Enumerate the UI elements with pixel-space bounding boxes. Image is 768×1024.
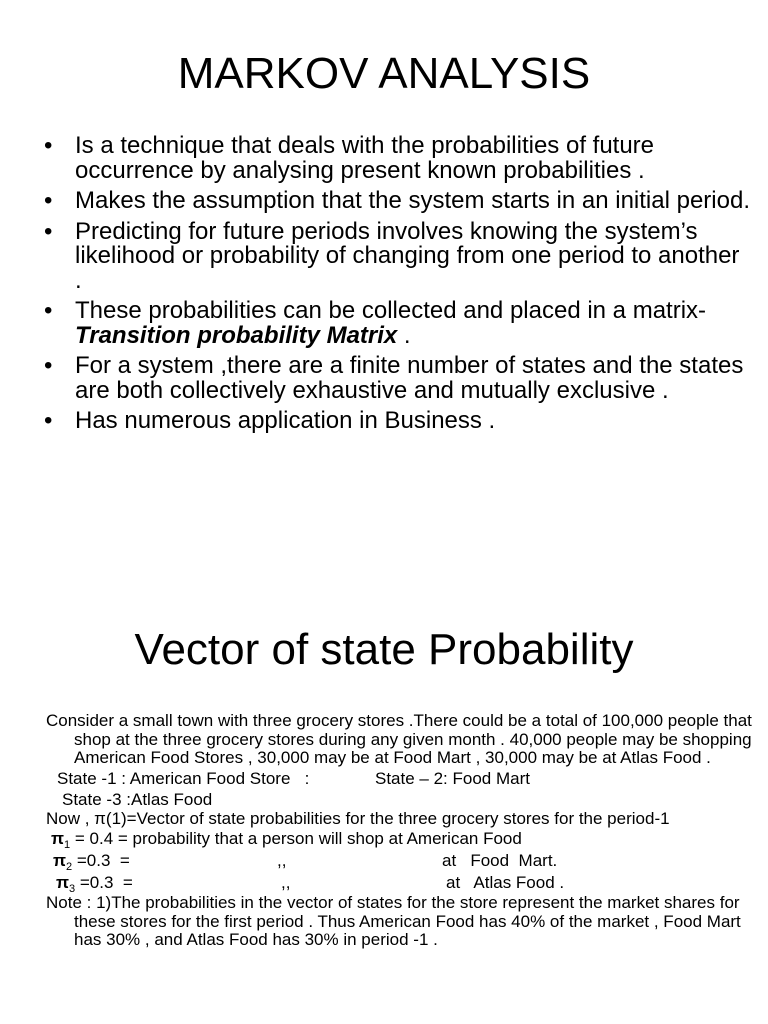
state-line-2 [0, 790, 768, 810]
bullet-list [0, 134, 750, 440]
note-paragraph: Note : 1)The probabilities in the vector of states for the store represent the market shares for these stores for the first period . Thus American Food has 40% of the market , Food Mart has 30% , and Atlas Food has 30% in period -1 . [46, 893, 741, 949]
state-2-label: State – 2: Food Mart [375, 768, 530, 788]
emphasis-text: Transition probability Matrix [75, 321, 398, 349]
bullet-text: For a system ,there are a finite number of states and the states are both collectively exhaustive and mutually exclusive . [75, 352, 744, 404]
now-paragraph: Now , π(1)=Vector of state probabilities for the three grocery stores for the period-1 [46, 808, 670, 828]
bullet-text-tail: . [397, 321, 411, 349]
pi-3-tail: at Atlas Food . [446, 873, 565, 892]
bullet-icon: • [44, 187, 53, 214]
intro-paragraph: Consider a small town with three grocery stores .There could be a total of 100,000 people that shop at the three grocery stores during any given month . 40,000 people may be shopping American Food Stores , 30,000 may be at Food Mart , 30,000 may be at Atlas Food . [46, 711, 752, 767]
list-item [0, 354, 750, 403]
bullet-icon: • [44, 352, 53, 379]
list-item [0, 189, 750, 214]
state-1-label: State -1 : American Food Store : [57, 768, 310, 788]
pi-1-text: $\pi_1 = 0.4$ = probability that a person will shop at American Food [51, 829, 522, 851]
pi-3-line [0, 872, 768, 894]
page-title: MARKOV ANALYSIS [177, 49, 591, 98]
state-line-1 [0, 768, 768, 790]
list-item [0, 299, 750, 348]
pi-3-text: $\pi_3 =0.3$ = [56, 873, 133, 895]
list-item [0, 217, 750, 294]
list-item [0, 134, 750, 183]
bullet-text: Is a technique that deals with the probabilities of future occurrence by analysing present known probabilities . [75, 132, 655, 184]
bullet-text: Makes the assumption that the system starts in an initial period. [75, 187, 750, 214]
bullet-icon: • [44, 407, 53, 434]
vector-section-body [0, 712, 768, 950]
pi-2-ditto: ,, [277, 851, 287, 870]
bullet-icon: • [44, 297, 53, 324]
bullet-text: Predicting for future periods involves knowing the system’s likelihood or probability of changing from one period to another . [75, 217, 740, 294]
pi-2-tail: at Food Mart. [442, 851, 558, 870]
pi-2-line [0, 850, 768, 872]
bullet-text: Has numerous application in Business . [75, 407, 496, 434]
state-3-label: State -3 :Atlas Food [62, 789, 213, 809]
bullet-icon: • [44, 217, 53, 245]
list-item [0, 409, 750, 434]
bullet-icon: • [44, 132, 53, 159]
bullet-text: These probabilities can be collected and placed in a matrix- [75, 297, 707, 324]
section-title: Vector of state Probability [134, 625, 634, 674]
pi-2-text: $\pi_2 =0.3$ = [53, 851, 130, 873]
pi-1-line [0, 828, 768, 850]
pi-3-ditto: ,, [281, 873, 291, 892]
